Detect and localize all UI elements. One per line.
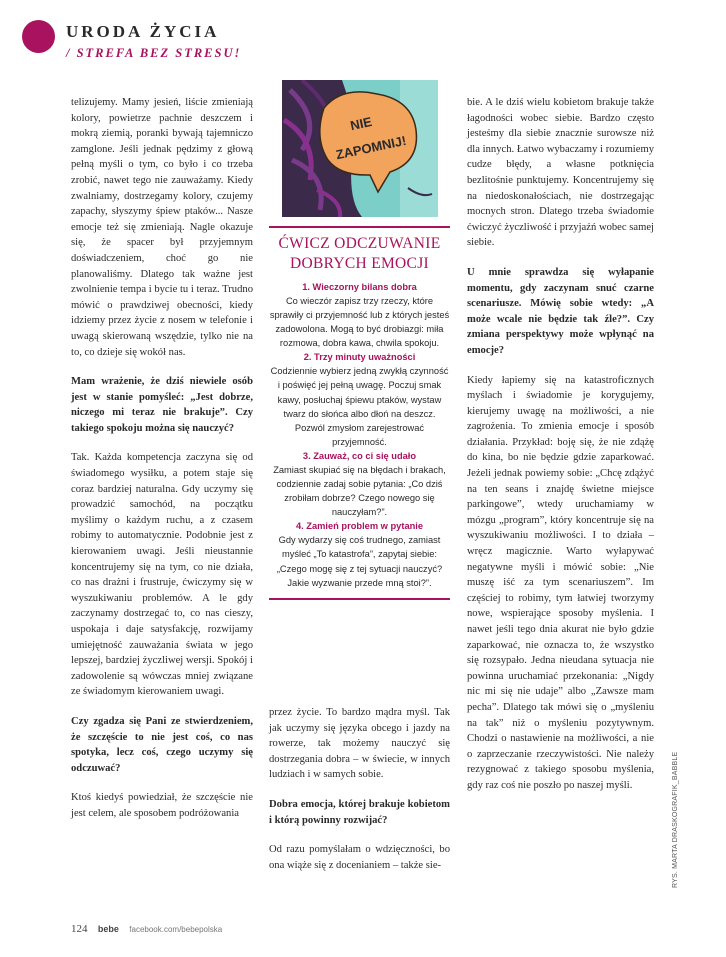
left-column	[71, 95, 253, 836]
box-item-text: Codziennie wybierz jedną zwykłą czynność i poświęć jej pełną uwagę. Poczuj smak kawy, posłuchaj śpiewu ptaków, wystaw twarz do słońca albo dłoń na deszcz. Pozwól zmysłom zarejestrować przyjemność.	[270, 366, 449, 447]
bubble-text-1: NIE	[348, 114, 374, 134]
page-footer	[71, 923, 222, 935]
social-link: facebook.com/bebepolska	[129, 925, 223, 934]
box-item-title: 3. Zauważ, co ci się udało	[302, 450, 417, 461]
credit-text: RYS. MARTA DRASKOGRAFIK_BABBLE	[672, 751, 679, 888]
section-title: URODA ŻYCIA	[66, 22, 220, 41]
paragraph: Kiedy łapiemy się na katastroficznych myślach i świadomie je korygujemy, kierujemy uwagę na możliwości, a nie zagrożenia. To zmienia emocje i sposób działania. Przykład: boję się, że nie zdążę do kina, bo nie będzie gdzie zaparkować. Jeżeli jednak powiemy sobie: „Chcę zdążyć na ten seans i znajdę świetne miejsce parkingowe”, wtedy uruchamiamy w mózgu „program”, który koncentruje się na wyszukiwaniu możliwości. I to działa – wręcz magicznie. Warto wyłapywać negatywne myśli i mówić sobie: „Nie muszę iść za tym scenariuszem”. Im częściej to robimy, tym łatwiej tworzymy nowe, wspierające sposoby myślenia. I nawet jeśli tego dnia akurat nie było gdzie zaparkować, nie oznacza to, że wszystko się rozsypało. Jedna nieudana sytuacja nie powinna uruchamiać przekonania: „Nigdy nic mi się nie udaje” albo „Zawsze mam pecha”. Dlatego tak mówi się o „myśleniu na tak” niż o myśleniu pozytywnym. Chodzi o nastawienie na możliwości, a nie o zaprzeczanie rzeczywistości. Nie należy rezygnować z takiego sposobu myślenia, gdy raz coś nie poszło po naszej myśli.	[467, 374, 654, 791]
page-number: 124	[71, 923, 88, 935]
magazine-brand: bebe	[97, 924, 119, 934]
box-item-title: 1. Wieczorny bilans dobra	[302, 282, 417, 292]
interview-question: U mnie sprawdza się wyłapanie momentu, gdy zaczynam snuć czarne scenariusze. Mówię sobie wtedy: „A może wcale nie będzie tak źle?”. Czy zmiana perspektywy może wpłynąć na emocje?	[467, 266, 654, 356]
paragraph: telizujemy. Mamy jesień, liście zmieniają kolory, powietrze pachnie deszczem i mokrą ziemią, poranki bywają tajemniczo zamglone. Jeśli jednak pędzimy z głową pełną myśli o tym, co było i co trzeba zrobić, nawet tego nie zauważamy. Kiedy zwalniamy, dostrzegamy kolory, czujemy zapachy, słyszymy śpiew ptaków... Nasze emocje też się zmieniają. Nagle okazuje się, że spacer był przyjemnym doświadczeniem, choć go nie planowaliśmy. Dlatego tak ważne jest zwolnienie tempa i bycie tu i teraz. Trudno mówić o prawdziwej obecności, kiedy idziemy przez życie z nosem w telefonie i uwagą skierowaną wszędzie, tylko nie na to, co dzieje się wokół nas.	[71, 97, 253, 358]
middle-column	[269, 705, 450, 887]
illustration-credit	[672, 751, 686, 888]
illustration	[282, 80, 438, 217]
box-item-text: Zamiast skupiać się na błędach i brakach, codziennie zadaj sobie pytania: „Co dziś zrobiłam dobrze? Czego nowego się nauczyłam?”.	[273, 464, 446, 518]
paragraph: Ktoś kiedyś powiedział, że szczęście nie jest celem, ale sposobem podróżowania	[71, 792, 253, 819]
box-title: ĆWICZ ODCZUWANIE DOBRYCH EMOCJI	[278, 235, 441, 272]
interview-question: Dobra emocja, której brakuje kobietom i którą powinny rozwijać?	[269, 798, 450, 826]
paragraph: bie. A le dziś wielu kobietom brakuje także łagodności wobec siebie. Bardzo często jesteśmy dla siebie znacznie surowsze niż dla innych. Łatwo wybaczamy i rozumiemy cudze błędy, a własne potknięcia bezlitośnie punktujemy. Koncentrujemy się na niedoskonałościach, nie dostrzegając mocnych stron. Dlatego trzeba świadomie ćwiczyć życzliwość i przyjaźń wobec samej siebie.	[467, 97, 654, 249]
box-rule-bottom	[269, 598, 450, 600]
interview-question: Czy zgadza się Pani ze stwierdzeniem, że szczęście to nie jest coś, co nas spotyka, lecz coś, czego uczymy się odczuwać?	[71, 715, 253, 774]
interview-question: Mam wrażenie, że dziś niewiele osób jest w stanie pomyśleć: „Jest dobrze, niczego mi teraz nie brakuje”. Czy takiego spokoju można się nauczyć?	[71, 376, 253, 434]
section-subtitle: / STREFA BEZ STRESU!	[66, 46, 242, 60]
box-item-text: Co wieczór zapisz trzy rzeczy, które sprawiły ci przyjemność lub z których jesteś zadowolona. Mogą to być drobiazgi: miła rozmowa, dobra kawa, chwila spokoju.	[269, 296, 450, 349]
paragraph: przez życie. To bardzo mądra myśl. Tak jak uczymy się języka obcego i jazdy na rowerze, tak możemy nauczyć się dostrzegania dobra – w świecie, w innych ludziach i w samych sobie.	[269, 707, 450, 781]
box-item-title: 4. Zamień problem w pytanie	[295, 521, 424, 532]
illustration-svg	[282, 80, 438, 217]
box-rule-top	[269, 226, 450, 228]
header-dot	[22, 20, 55, 53]
paragraph: Tak. Każda kompetencja zaczyna się od świadomego wysiłku, a potem staje się coraz bardziej naturalna. Gdy uczymy się prowadzić samochód, na początku myślimy o każdym ruchu, a z czasem robimy to automatycznie. Podobnie jest z kierowaniem uwagi. Jeśli nieustannie koncentrujemy się na tym, co nie działa, co nas drażni i frustruje, ćwiczymy się w wyszukiwaniu problemów. A le gdy zaczynamy dostrzegać to, co nas cieszy, uspokaja i daje satysfakcję, rozwijamy umiejętność zauważania świata w jego lepszej, bardziej życzliwej wersji. Spokój i zadowolenie są wówczas mniej związane ze świadomym kierowaniem uwagi.	[71, 452, 253, 698]
bubble-text-2: ZAPOMNIJ!	[334, 132, 408, 163]
box-item-title: 2. Trzy minuty uważności	[303, 352, 416, 363]
right-column	[467, 95, 654, 808]
box-item-text: Gdy wydarzy się coś trudnego, zamiast myśleć „To katastrofa”, zapytaj siebie: „Czego mogę się z tej sytuacji nauczyć? Jakie wyzwanie przede mną stoi?”.	[276, 535, 443, 588]
paragraph: Od razu pomyślałam o wdzięczności, bo ona wiąże się z docenianiem – także sie-	[269, 844, 450, 871]
exercise-box	[269, 226, 450, 600]
